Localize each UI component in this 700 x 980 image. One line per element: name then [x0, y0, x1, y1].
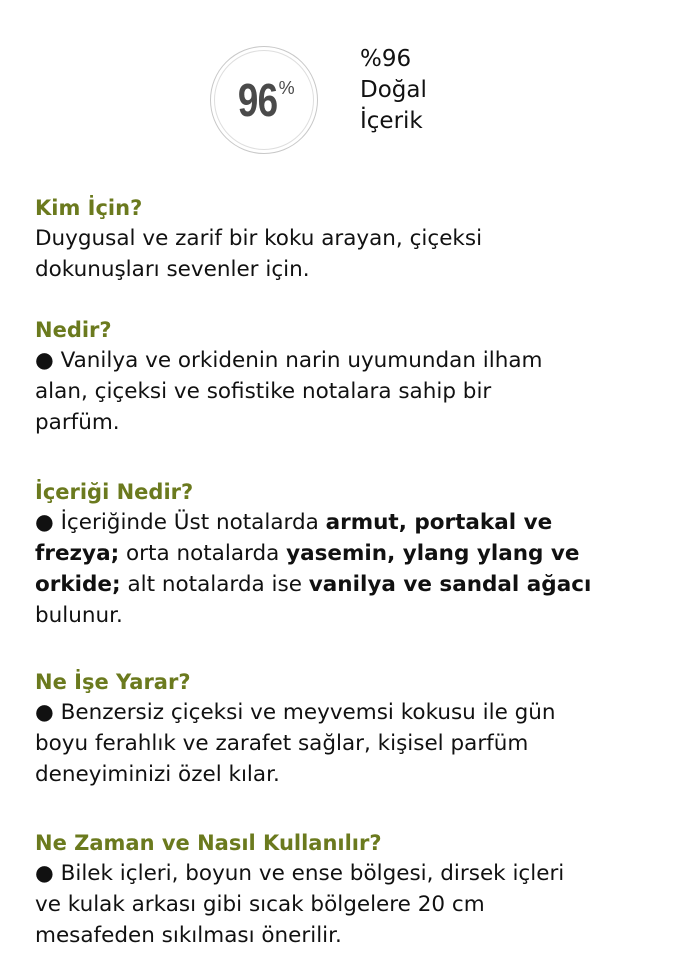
badge-percent-sign: % — [278, 77, 295, 98]
text: Duygusal ve zarif bir koku arayan, çiçeksi — [35, 226, 483, 251]
body-line — [35, 569, 675, 600]
text: orta notalarda — [119, 541, 287, 566]
badge-label-line: İçerik — [360, 108, 423, 134]
section-ne-ise-yarar — [35, 667, 675, 790]
section-heading: Nedir? — [35, 318, 112, 342]
bold-text: orkide; — [35, 572, 121, 597]
body-line — [35, 728, 675, 759]
badge-label-line: Doğal — [360, 77, 427, 103]
body-line — [35, 889, 675, 920]
bold-text: frezya; — [35, 541, 120, 566]
text: parfüm. — [35, 410, 120, 435]
body-line — [35, 223, 675, 254]
text: ● İçeriğinde Üst notalarda — [35, 510, 326, 535]
body-line — [35, 600, 675, 631]
section-heading: Kim İçin? — [35, 196, 143, 220]
section-kullanim — [35, 828, 675, 951]
body-line — [35, 858, 675, 889]
badge-number: 96 — [238, 74, 278, 126]
body-line — [35, 759, 675, 790]
section-heading: Ne Zaman ve Nasıl Kullanılır? — [35, 831, 382, 855]
text: alt notalarda ise — [120, 572, 309, 597]
body-line — [35, 376, 675, 407]
body-line — [35, 507, 675, 538]
text: alan, çiçeksi ve sofistike notalara sahip bir — [35, 379, 492, 404]
natural-content-badge — [210, 46, 318, 154]
text: boyu ferahlık ve zarafet sağlar, kişisel parfüm — [35, 731, 529, 756]
text: ● Benzersiz çiçeksi ve meyvemsi kokusu ile gün — [35, 700, 556, 725]
body-line — [35, 407, 675, 438]
bold-text: yasemin, ylang ylang ve — [286, 541, 580, 566]
section-heading: Ne İşe Yarar? — [35, 670, 191, 694]
section-nedir — [35, 315, 675, 438]
text: deneyiminizi özel kılar. — [35, 762, 280, 787]
text: bulunur. — [35, 603, 123, 628]
text: ve kulak arkası gibi sıcak bölgelere 20 cm — [35, 892, 485, 917]
body-line — [35, 697, 675, 728]
section-heading: İçeriği Nedir? — [35, 480, 194, 504]
section-icerigi-nedir — [35, 477, 675, 631]
body-line — [35, 254, 675, 285]
text: mesafeden sıkılması önerilir. — [35, 923, 342, 948]
bold-text: vanilya ve sandal ağacı — [308, 572, 592, 597]
body-line — [35, 345, 675, 376]
body-line — [35, 538, 675, 569]
bold-text: armut, portakal ve — [325, 510, 553, 535]
badge-label — [360, 44, 427, 137]
body-line — [35, 920, 675, 951]
text: ● Vanilya ve orkidenin narin uyumundan ilham — [35, 348, 543, 373]
text: dokunuşları sevenler için. — [35, 257, 310, 282]
section-kim-icin — [35, 193, 675, 285]
text: ● Bilek içleri, boyun ve ense bölgesi, dirsek içleri — [35, 861, 565, 886]
badge-label-line: %96 — [360, 46, 412, 72]
